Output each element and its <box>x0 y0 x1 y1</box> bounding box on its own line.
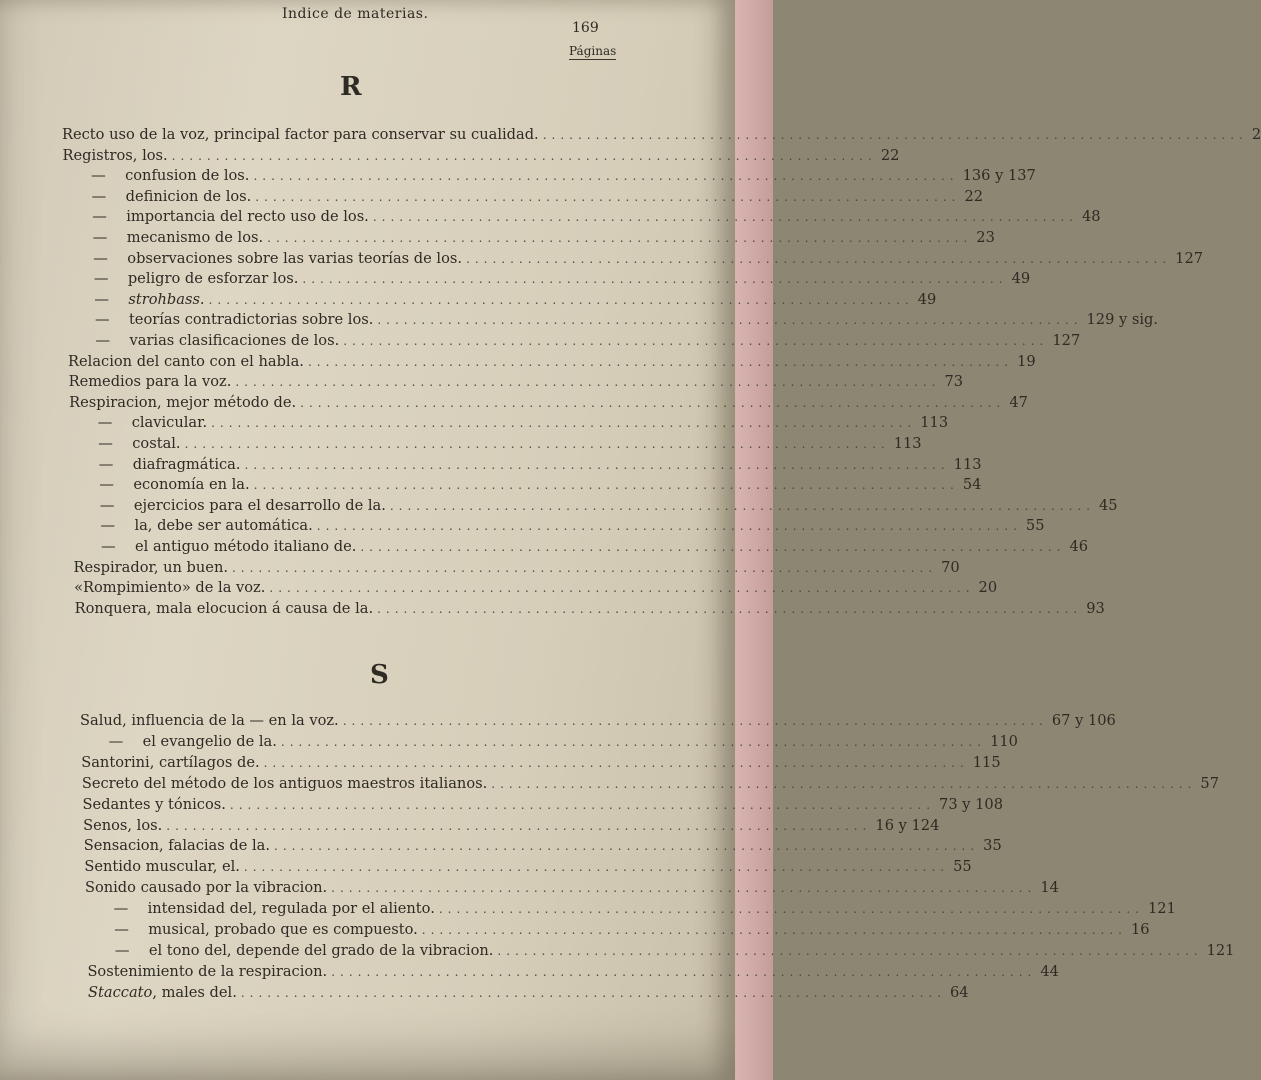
index-entry <box>93 249 1204 270</box>
entry-text: mecanismo de los. <box>126 229 264 246</box>
entry-text: Sonido causado por la vibracion. <box>84 879 328 897</box>
dot-leader: ................................................................................ <box>253 169 959 184</box>
index-entry <box>68 352 1036 373</box>
index-entry <box>82 795 1003 816</box>
entry-text: observaciones sobre las varias teorías de los. <box>127 249 463 267</box>
index-entry <box>93 270 1031 290</box>
entry-page-number: 22 <box>964 187 984 205</box>
entry-text: importancia del recto uso de los. <box>126 208 369 226</box>
entry-text: el evangelio de la. <box>142 732 277 750</box>
entry-page-number: 16 y 124 <box>875 816 940 834</box>
entry-page-number: 49 <box>1011 270 1031 288</box>
index-entry <box>100 517 1045 537</box>
continuation-dash: — <box>97 414 113 432</box>
index-entry <box>92 229 995 249</box>
entry-page-number: 127 <box>1175 249 1204 267</box>
dot-leader: ................................................................................ <box>229 797 936 812</box>
dot-leader: ................................................................................ <box>372 210 1078 225</box>
entry-page-number: 49 <box>917 290 937 308</box>
entry-text: intensidad del, regulada por el aliento. <box>147 900 435 918</box>
dot-leader: ................................................................................ <box>466 251 1172 266</box>
entry-page-number: 45 <box>1099 496 1118 514</box>
entry-page-number: 46 <box>1069 538 1089 555</box>
entry-page-number: 127 <box>1052 332 1081 349</box>
entry-text: Santorini, cartílagos de. <box>81 753 260 771</box>
continuation-dash: — <box>113 900 129 918</box>
entry-text: Recto uso de la voz, principal factor para conservar su cualidad. <box>62 126 539 143</box>
index-entry <box>108 732 1018 753</box>
dot-leader: ................................................................................ <box>421 923 1127 937</box>
entry-page-number: 73 y 108 <box>939 795 1003 813</box>
continuation-dash: — <box>91 187 107 205</box>
entry-page-number: 129 y sig. <box>1086 311 1159 329</box>
dot-leader: ................................................................................ <box>307 354 1014 369</box>
dot-leader: ................................................................................ <box>280 734 987 749</box>
dot-leader: ................................................................................ <box>231 560 938 575</box>
entry-text: la, debe ser automática. <box>134 517 313 535</box>
index-entry <box>74 599 1105 620</box>
continuation-dash: — <box>93 249 108 267</box>
index-entry <box>84 858 972 878</box>
entry-page-number: 121 <box>1206 941 1235 959</box>
entry-page-number: 48 <box>1081 208 1101 226</box>
entry-text: strohbass. <box>128 290 205 308</box>
entry-text: Sentido muscular, el. <box>84 858 240 876</box>
entry-page-number: 55 <box>1025 517 1045 535</box>
dot-leader: ................................................................................ <box>497 943 1203 958</box>
continuation-dash: — <box>99 496 115 514</box>
continuation-dash: — <box>94 290 109 308</box>
index-entry <box>91 187 984 208</box>
dot-leader: ................................................................................ <box>316 519 1022 534</box>
index-entry <box>87 962 1059 983</box>
index-entry <box>83 816 940 837</box>
dot-leader: ................................................................................ <box>263 755 969 770</box>
index-entry <box>97 414 949 434</box>
continuation-dash: — <box>99 476 114 494</box>
entry-page-number: 23 <box>976 229 995 246</box>
entry-text: Relacion del canto con el habla. <box>68 352 304 370</box>
entry-text: ejercicios para el desarrollo de la. <box>133 496 386 514</box>
index-entry <box>99 496 1118 517</box>
page-number: 169 <box>572 20 599 36</box>
index-entry <box>94 290 937 311</box>
entry-text: «Rompimiento» de la voz. <box>74 579 266 597</box>
index-entry <box>98 435 922 455</box>
section-letter-r: R <box>340 72 362 102</box>
index-entry <box>84 879 1059 899</box>
continuation-dash: — <box>108 732 124 750</box>
dot-leader: ................................................................................ <box>269 581 975 596</box>
dot-leader: ................................................................................ <box>244 457 950 472</box>
index-entry <box>95 332 1081 352</box>
entry-page-number: 54 <box>962 476 982 494</box>
index-entry <box>114 921 1150 941</box>
index-entry <box>91 167 1036 187</box>
entry-page-number: 67 y 106 <box>1051 712 1116 729</box>
entry-text: Sedantes y tónicos. <box>82 795 226 813</box>
continuation-dash: — <box>101 538 116 555</box>
dot-leader: ................................................................................ <box>166 818 872 833</box>
continuation-dash: — <box>100 517 116 535</box>
entry-text: musical, probado que es compuesto. <box>148 921 418 938</box>
entry-page-number: 14 <box>1040 879 1059 897</box>
index-entry <box>94 311 1159 331</box>
index-entry <box>92 208 1101 228</box>
index-entry <box>68 373 964 393</box>
entry-text: el antiguo método italiano de. <box>135 538 357 555</box>
entry-text: Respirador, un buen. <box>73 558 228 576</box>
dot-leader: ................................................................................ <box>243 860 950 875</box>
index-entry <box>88 983 969 1004</box>
entry-page-number: 110 <box>990 732 1018 750</box>
index-entry <box>73 558 960 579</box>
dot-leader: ................................................................................ <box>235 375 941 390</box>
entry-text: el tono del, depende del grado de la vibracion. <box>148 941 494 959</box>
entry-page-number: 73 <box>944 373 964 391</box>
entry-page-number: 113 <box>953 455 982 473</box>
entry-page-number: 19 <box>1017 352 1036 370</box>
index-entry <box>74 579 998 599</box>
entry-text: Sostenimiento de la respiracion. <box>87 962 328 980</box>
dot-leader: ................................................................................ <box>302 272 1008 287</box>
entry-page-number: 121 <box>1148 900 1176 918</box>
entry-text: Salud, influencia de la — en la voz. <box>80 712 339 729</box>
continuation-dash: — <box>92 208 107 226</box>
dot-leader: ................................................................................ <box>360 540 1066 554</box>
entry-page-number: 113 <box>920 414 949 432</box>
index-entry <box>62 146 900 167</box>
entry-page-number: 16 <box>1130 921 1150 938</box>
dot-leader: ................................................................................ <box>542 128 1248 142</box>
dot-leader: ................................................................................ <box>377 601 1083 616</box>
index-entry <box>81 753 1001 774</box>
entry-text: economía en la. <box>133 476 250 494</box>
running-head: Indice de materias. <box>282 6 429 22</box>
entry-text: Staccato, males del. <box>88 983 237 1001</box>
entry-text: Sensacion, falacias de la. <box>83 837 271 855</box>
dot-leader: ................................................................................ <box>211 416 917 431</box>
entry-text: clavicular. <box>131 414 208 432</box>
continuation-dash: — <box>93 270 109 288</box>
entry-text: confusion de los. <box>125 167 250 185</box>
entry-text: peligro de esforzar los. <box>127 270 299 288</box>
dot-leader: ................................................................................ <box>343 334 1049 348</box>
entry-text: Respiracion, mejor método de. <box>69 393 297 411</box>
entry-page-number: 55 <box>953 858 972 876</box>
dot-leader: ................................................................................ <box>274 839 980 854</box>
dot-leader: ................................................................................ <box>377 313 1083 328</box>
dot-leader: ................................................................................ <box>171 148 877 163</box>
entry-page-number: 136 y 137 <box>962 167 1036 185</box>
continuation-dash: — <box>95 332 111 349</box>
continuation-dash: — <box>98 455 114 473</box>
index-entry <box>83 837 1002 857</box>
entry-page-number: 44 <box>1040 962 1059 980</box>
dot-leader: ................................................................................ <box>300 395 1006 410</box>
dot-leader: ................................................................................ <box>389 498 1096 513</box>
continuation-dash: — <box>114 921 129 938</box>
entry-page-number: 47 <box>1009 393 1028 411</box>
entry-page-number: 35 <box>983 837 1002 855</box>
entry-page-number: 70 <box>941 558 960 576</box>
entry-text: Senos, los. <box>83 816 163 834</box>
entry-page-number: 2 <box>1251 126 1261 143</box>
continuation-dash: — <box>92 229 108 246</box>
index-entry <box>114 941 1235 962</box>
entry-text: varias clasificaciones de los. <box>129 332 340 349</box>
index-entry <box>98 455 982 476</box>
dot-leader: ................................................................................ <box>342 714 1048 728</box>
continuation-dash: — <box>114 941 130 959</box>
index-entry <box>80 712 1116 732</box>
continuation-dash: — <box>98 435 113 452</box>
dot-leader: ................................................................................ <box>208 292 914 307</box>
entry-page-number: 64 <box>950 983 969 1001</box>
index-entry <box>62 126 1261 146</box>
entry-text: Registros, los. <box>62 146 168 164</box>
entry-page-number: 115 <box>972 753 1001 771</box>
entry-text: definicion de los. <box>125 187 252 205</box>
dot-leader: ................................................................................ <box>438 902 1144 917</box>
entry-text: Remedios para la voz. <box>68 373 232 391</box>
entry-text: diafragmática. <box>132 455 241 473</box>
entry-text: Secreto del método de los antiguos maestros italianos. <box>81 774 488 792</box>
entry-page-number: 20 <box>978 579 998 597</box>
entry-page-number: 113 <box>893 435 922 452</box>
section-letter-s: S <box>370 660 389 690</box>
dot-leader: ................................................................................ <box>240 985 947 1000</box>
dot-leader: ................................................................................ <box>255 189 961 204</box>
index-entry <box>99 476 982 496</box>
dot-leader: ................................................................................ <box>253 478 959 493</box>
entry-page-number: 57 <box>1200 774 1219 792</box>
entry-text: Ronquera, mala elocucion á causa de la. <box>74 599 374 617</box>
dot-leader: ................................................................................ <box>184 437 890 451</box>
entry-page-number: 22 <box>880 146 900 164</box>
dot-leader: ................................................................................ <box>331 881 1037 896</box>
index-entry <box>113 900 1176 920</box>
index-entry <box>101 538 1089 558</box>
continuation-dash: — <box>94 311 110 329</box>
entry-text: costal. <box>132 435 181 452</box>
index-entry <box>69 393 1028 414</box>
entry-text: teorías contradictorias sobre los. <box>128 311 374 329</box>
entry-page-number: 93 <box>1086 599 1105 617</box>
pages-column-label: Páginas <box>569 44 617 58</box>
continuation-dash: — <box>91 167 106 185</box>
dot-leader: ................................................................................ <box>491 776 1197 791</box>
index-entry <box>81 774 1219 795</box>
dot-leader: ................................................................................ <box>267 231 973 245</box>
dot-leader: ................................................................................ <box>331 964 1037 979</box>
